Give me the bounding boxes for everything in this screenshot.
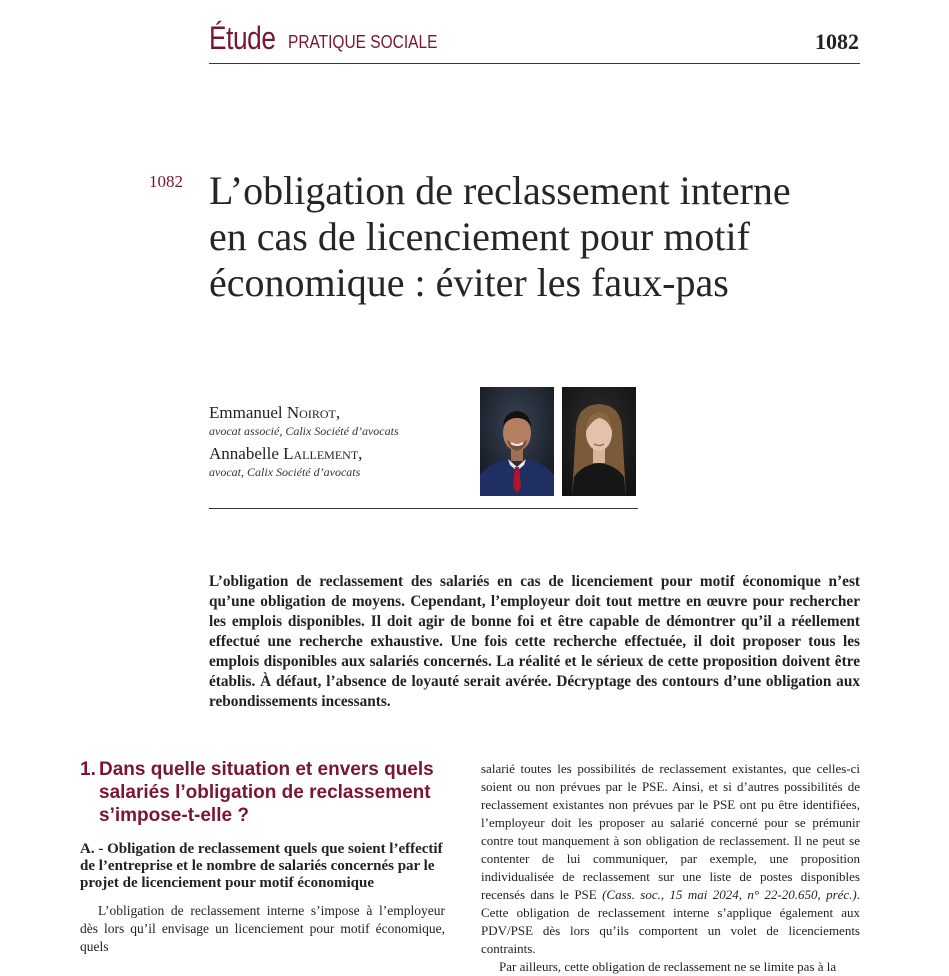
section-number: 1. bbox=[80, 759, 96, 780]
author-name bbox=[209, 403, 469, 423]
body-paragraph: L’obligation de reclassement interne s’impose à l’employeur dès lors qu’il envisage un licenciement pour motif économique, quels bbox=[80, 903, 445, 954]
authors-divider bbox=[209, 508, 638, 509]
author-last-name: Lallement, bbox=[283, 444, 363, 463]
author-name bbox=[209, 444, 469, 464]
header-section-label: PRATIQUE SOCIALE bbox=[288, 32, 438, 52]
author-first-name: Annabelle bbox=[209, 444, 284, 463]
authors-block bbox=[209, 403, 469, 485]
column-left bbox=[80, 758, 445, 956]
body-paragraph: Par ailleurs, cette obligation de reclassement ne se limite pas à la bbox=[499, 959, 837, 974]
author-photo-emmanuel bbox=[480, 387, 554, 496]
article-title: L’obligation de reclassement interne en cas de licenciement pour motif économique : éviter les faux-pas bbox=[209, 168, 791, 305]
abstract: L’obligation de reclassement des salariés en cas de licenciement pour motif économique n’est qu’une obligation de moyens. Cependant, l’employeur doit tout mettre en œuvre pour rechercher les emplois disponibles. Il doit agir de bonne foi et être capable de démontrer qu’il a réellement effectué une recherche exhaustive. Une fois cette recherche effectuée, il doit proposer tous les emplois disponibles aux salariés concernés. La réalité et le sérieux de cette proposition doivent être établis. À défaut, l’absence de loyauté serait avérée. Décryptage des contours d’une obligation aux rebondissements incessants. bbox=[209, 573, 860, 710]
case-citation: (Cass. soc., 15 mai 2024, n° 22-20.650, préc.) bbox=[602, 887, 857, 902]
header-page-number: 1082 bbox=[815, 29, 859, 54]
paragraph-text: . Cette obligation de reclassement interne s’applique également aux PDV/PSE dès lors qu’ils comportent un volet de licenciements contraints. bbox=[481, 887, 860, 956]
section-title: Dans quelle situation et envers quels salariés l’obligation de reclassement s’impose-t-elle ? bbox=[99, 759, 434, 826]
author-photo-annabelle bbox=[562, 387, 636, 496]
body-paragraph bbox=[481, 760, 860, 958]
author-role: avocat associé, Calix Société d’avocats bbox=[209, 424, 399, 438]
column-right bbox=[481, 760, 860, 976]
article-number: 1082 bbox=[149, 172, 183, 191]
author-first-name: Emmanuel bbox=[209, 403, 287, 422]
header-divider bbox=[209, 63, 860, 64]
subsection-heading: A. - Obligation de reclassement quels que soient l’effectif de l’entreprise et le nombre de salariés concernés par le projet de licenciement pour motif économique bbox=[80, 841, 443, 891]
paragraph-text: salarié toutes les possibilités de reclassement existantes, que celles-ci soient ou non prévues par le PSE. Ainsi, et si d’autres possibilités de reclassement existantes non prévues par le PSE ont pu être identifiées, l’employeur doit les proposer au salarié concerné pour se prémunir contre tout manquement à son obligation de reclassement. Il ne peut se contenter de lui communiquer, par exemple, une proposition individualisée de reclassement sur une liste de postes disponibles recensés dans le PSE bbox=[481, 761, 860, 902]
author-role: avocat, Calix Société d’avocats bbox=[209, 465, 361, 479]
section-heading bbox=[80, 758, 445, 827]
header-etude-label: Étude bbox=[209, 20, 276, 56]
author-last-name: Noirot, bbox=[286, 403, 341, 422]
